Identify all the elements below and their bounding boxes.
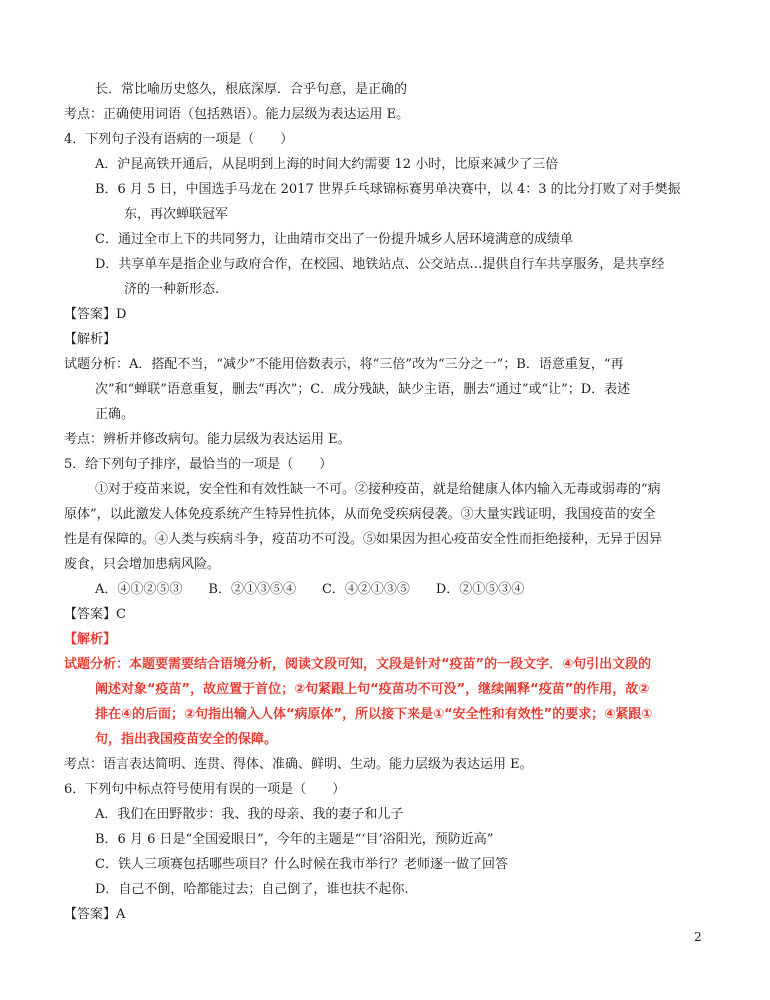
q5-kaodian: 考点：语言表达简明、连贯、得体、准确、鲜明、生动。能力层级为表达运用 E。 — [64, 757, 533, 772]
q5-analysis-line: 排在④的后面；②句指出输入人体“病原体”，所以接下来是①“安全性和有效性”的要求；④紧跟① — [95, 707, 653, 722]
q6-answer: 【答案】A — [64, 907, 126, 922]
q4-option-c: C．通过全市上下的共同努力，让曲靖市交出了一份提升城乡人居环境满意的成绩单 — [95, 232, 573, 247]
question-5-stem: 5．给下列句子排序，最恰当的一项是（ ） — [64, 457, 333, 472]
q6-option-c: C．铁人三项赛包括哪些项目？什么时候在我市举行？老师逐一做了回答 — [95, 857, 508, 872]
question-4-stem: 4．下列句子没有语病的一项是（ ） — [64, 132, 294, 147]
q4-analysis-line: 试题分析：A．搭配不当，“减少”不能用倍数表示，将“三倍”改为“三分之一”；B．语意重复，“再 — [64, 357, 624, 372]
q4-option-a: A．沪昆高铁开通后，从昆明到上海的时间大约需要 12 小时，比原来减少了三倍 — [95, 157, 559, 172]
text-line: 长．常比喻历史悠久，根底深厚．合乎句意，是正确的 — [95, 82, 408, 97]
q5-passage-line: ①对于疫苗来说，安全性和有效性缺一不可。②接种疫苗，就是给健康人体内输入无毒或弱毒的“病 — [95, 482, 661, 497]
q6-option-a: A．我们在田野散步：我、我的母亲、我的妻子和儿子 — [95, 807, 404, 822]
q5-options: A．④①②⑤③ B．②①③⑤④ C．④②①③⑤ D．②①⑤③④ — [95, 582, 525, 597]
q5-answer: 【答案】C — [64, 607, 126, 622]
q5-analysis-heading: 【解析】 — [64, 632, 117, 647]
q6-option-d: D．自己不倒，哈都能过去；自己倒了，谁也扶不起你. — [95, 882, 409, 897]
q5-analysis-line: 句，指出我国疫苗安全的保障。 — [95, 732, 278, 747]
q5-analysis-line: 试题分析：本题要需要结合语境分析，阅读文段可知，文段是针对“疫苗”的一段文字．④句引出文段的 — [64, 657, 652, 672]
q4-analysis-line: 次”和“蝉联”语意重复，删去“再次”；C．成分残缺，缺少主语，删去“通过”或“让”；D．表述 — [95, 382, 631, 397]
kaodian-line: 考点：正确使用词语（包括熟语）。能力层级为表达运用 E。 — [64, 107, 410, 122]
q4-answer: 【答案】D — [64, 307, 127, 322]
q4-option-d-cont: 济的一种新形态. — [124, 282, 220, 297]
q5-passage-line: 性是有保障的。④人类与疾病斗争，疫苗功不可没。⑤如果因为担心疫苗安全性而拒绝接种，无异于因异 — [64, 532, 663, 547]
q4-analysis-line: 正确。 — [95, 407, 135, 422]
q5-analysis-line: 阐述对象“疫苗”，故应置于首位；②句紧跟上句“疫苗功不可没”，继续阐释“疫苗”的作用，故② — [95, 682, 650, 697]
q4-option-b-cont: 东，再次蝉联冠军 — [124, 207, 229, 222]
q4-option-d: D．共享单车是指企业与政府合作，在校园、地铁站点、公交站点…提供自行车共享服务，是共享经 — [95, 257, 665, 272]
q5-passage-line: 原体”，以此激发人体免疫系统产生特异性抗体，从而免受疾病侵袭。③大量实践证明，我国疫苗的安全 — [64, 507, 656, 522]
q4-analysis-heading: 【解析】 — [64, 332, 117, 347]
q4-option-b: B．6 月 5 日，中国选手马龙在 2017 世界乒乓球锦标赛男单决赛中，以 4：3 的比分打败了对手樊振 — [95, 182, 681, 197]
q4-kaodian: 考点：辨析并修改病句。能力层级为表达运用 E。 — [64, 432, 351, 447]
q5-passage-line: 废食，只会增加患病风险。 — [64, 557, 221, 572]
question-6-stem: 6．下列句中标点符号使用有误的一项是（ ） — [64, 782, 346, 797]
q6-option-b: B．6 月 6 日是“全国爱眼日”，今年的主题是“‘目’浴阳光，预防近高” — [95, 832, 494, 847]
page-number: 2 — [694, 930, 702, 944]
